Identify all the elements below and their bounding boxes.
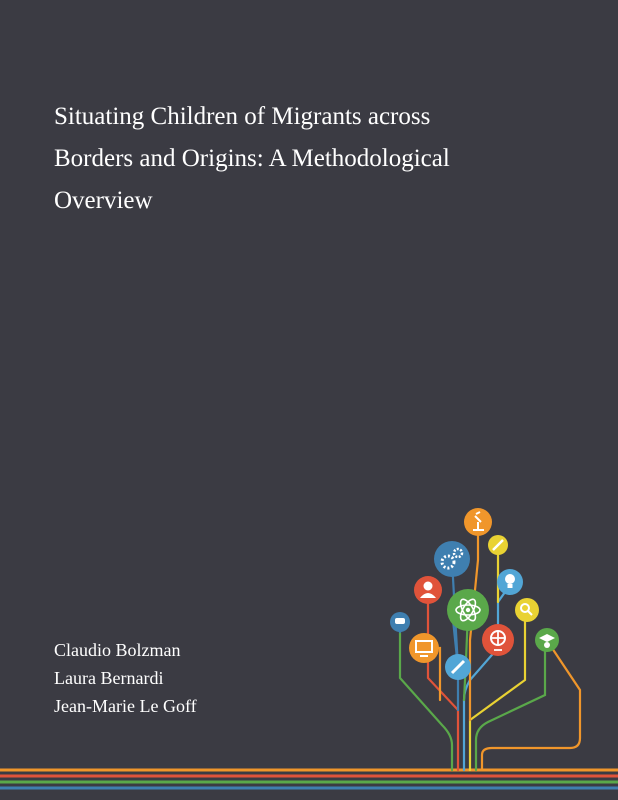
gears-icon bbox=[434, 541, 470, 577]
graduate-icon bbox=[535, 628, 559, 652]
microscope-icon bbox=[464, 508, 492, 536]
chat-icon bbox=[390, 612, 410, 632]
author-name: Laura Bernardi bbox=[54, 668, 164, 688]
author-name: Claudio Bolzman bbox=[54, 640, 181, 660]
title-line-1: Situating Children of Migrants across bbox=[54, 103, 431, 130]
monitor-icon bbox=[409, 633, 439, 663]
person-icon bbox=[414, 576, 442, 604]
title-line-2: Borders and Origins: A Methodological bbox=[54, 145, 450, 172]
globe-icon bbox=[482, 624, 514, 656]
pencil-icon bbox=[488, 535, 508, 555]
magnifier-icon bbox=[515, 598, 539, 622]
author-name: Jean-Marie Le Goff bbox=[54, 696, 197, 716]
lightbulb-icon bbox=[497, 569, 523, 595]
bottom-stripes bbox=[0, 770, 618, 788]
atom-icon bbox=[447, 589, 489, 631]
title-line-3: Overview bbox=[54, 187, 153, 214]
pen-icon bbox=[445, 654, 471, 680]
